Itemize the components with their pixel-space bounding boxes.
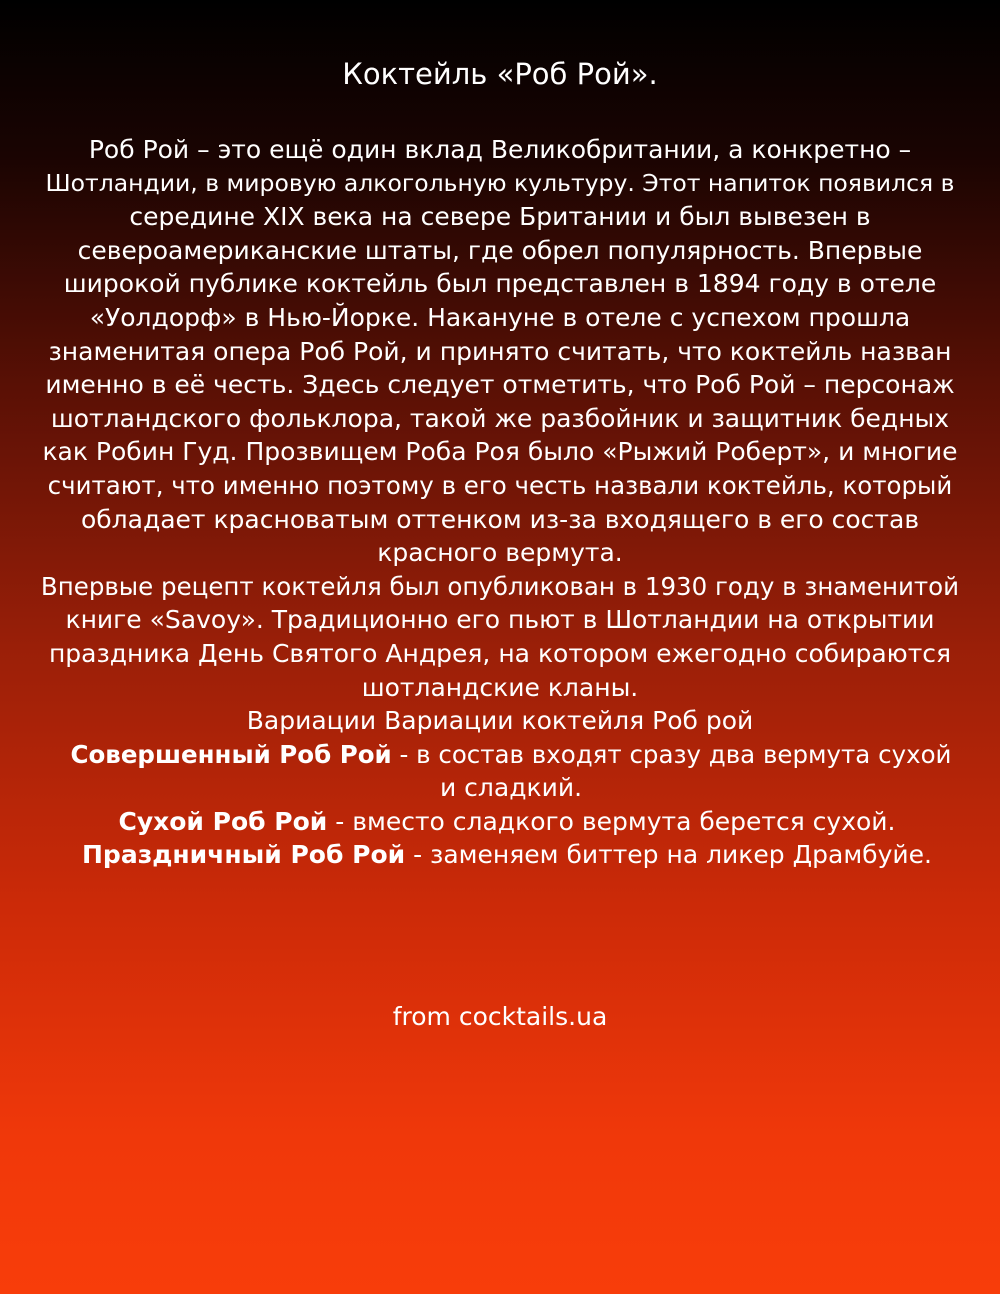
text-line: красного вермута. [377,538,623,568]
variation-name: Совершенный Роб Рой [70,739,392,769]
intro-text [40,133,960,704]
variation-description: - заменяем биттер на ликер Драмбуйе. [405,840,932,870]
text-line: шотландского фольклора, такой же разбойник и защитник бедных [50,403,950,433]
variation-item [40,838,960,872]
text-line: Шотландии, в мировую алкогольную культуру. Этот напиток появился в [45,168,955,197]
variation-continuation: и сладкий. [439,773,583,803]
variation-item [40,805,960,839]
text-line: широкой публике коктейль был представлен в 1894 году в отеле [63,269,937,299]
text-line: «Уолдорф» в Нью-Йорке. Накануне в отеле с успехом прошла [89,302,911,332]
variation-description: - в состав входят сразу два вермута сухой [391,739,952,769]
text-line: книге «Savoy». Традиционно его пьют в Шотландии на открытии [65,605,935,635]
text-line: шотландские кланы. [361,672,639,702]
text-line: считают, что именно поэтому в его честь назвали коктейль, который [47,470,953,500]
text-line: середине XIX века на севере Британии и был вывезен в [129,202,871,232]
text-line: обладает красноватым оттенком из-за входящего в его состав [80,504,920,534]
variation-item [40,738,960,772]
text-line: как Робин Гуд. Прозвищем Роба Роя было «Рыжий Роберт», и многие [42,437,958,467]
article-body [40,133,960,872]
source-credit: from cocktails.ua [392,1002,608,1031]
variations-list [40,738,960,872]
text-line: Роб Рой – это ещё один вклад Великобритании, а конкретно – [88,135,912,164]
text-line: Впервые рецепт коктейля был опубликован в 1930 году в знаменитой [40,571,960,601]
variation-description: - вместо сладкого вермута берется сухой. [327,806,896,836]
text-line: знаменитая опера Роб Рой, и принято считать, что коктейль назван [48,336,952,366]
text-line: североамериканские штаты, где обрел популярность. Впервые [77,235,923,265]
variation-name: Праздничный Роб Рой [82,840,406,870]
text-line: именно в её честь. Здесь следует отметить, что Роб Рой – персонаж [45,370,955,400]
variation-name: Сухой Роб Рой [118,806,328,836]
variations-heading: Вариации Вариации коктейля Роб рой [246,706,754,736]
page-title: Коктейль «Роб Рой». [342,57,658,91]
text-line: праздника День Святого Андрея, на котором ежегодно собираются [48,638,952,668]
